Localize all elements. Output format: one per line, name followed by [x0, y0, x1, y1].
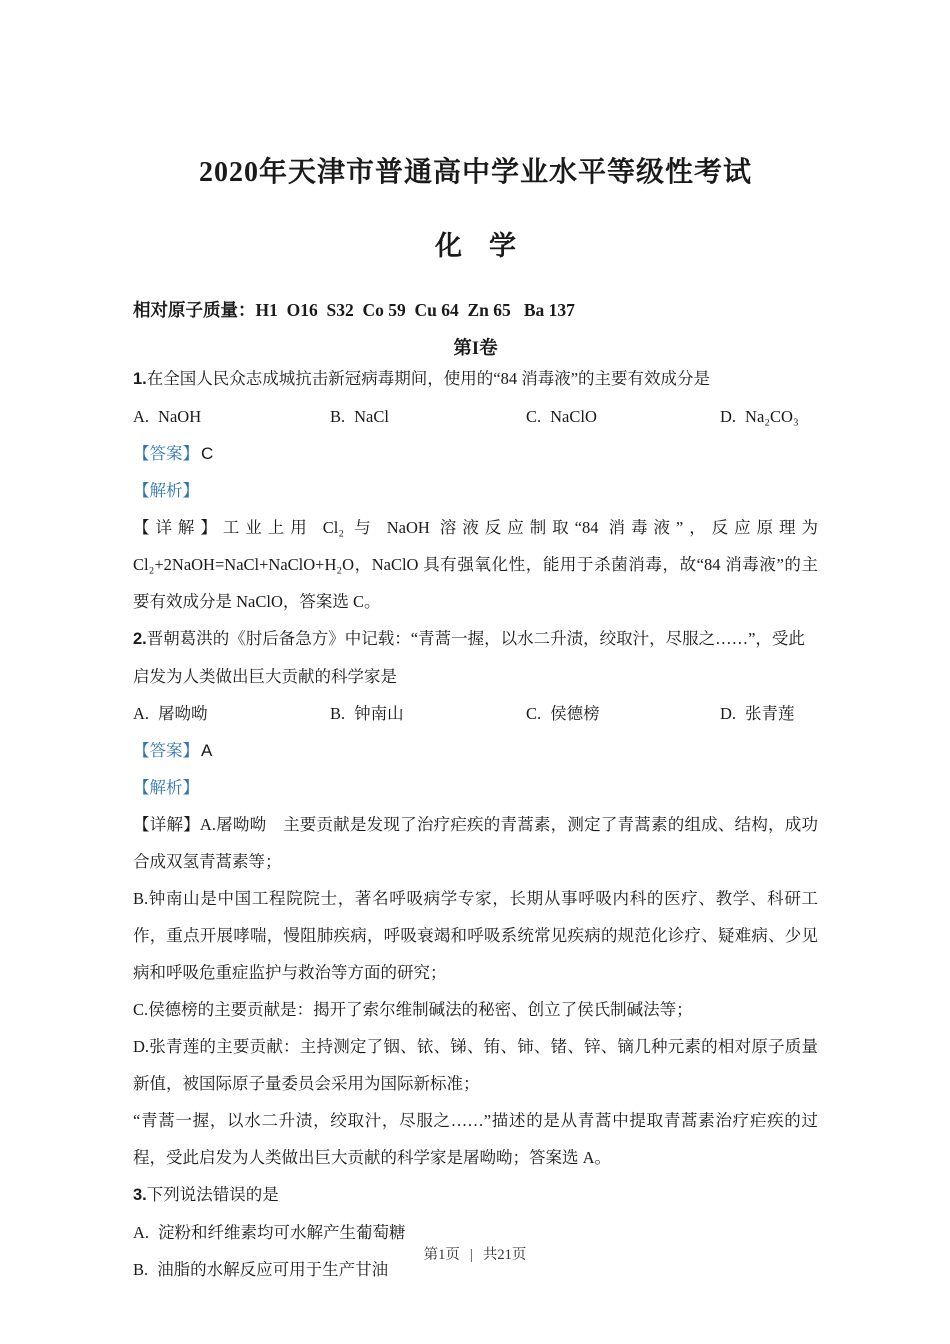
option-text: NaCl	[354, 407, 389, 426]
question-1-option-c	[526, 398, 720, 435]
question-2-answer-value: A	[201, 741, 213, 760]
answer-label: 【答案】	[133, 444, 199, 463]
question-2-detail-text-b: B.钟南山是中国工程院院士，著名呼吸病学专家，长期从事呼吸内科的医疗、教学、科研工作，重点开展哮喘，慢阻肺疾病，呼吸衰竭和呼吸系统常见疾病的规范化诊疗、疑难病、少见病和呼吸危重症监护与救治等方面的研究；	[133, 889, 818, 982]
question-1-number: 1.	[133, 370, 147, 388]
question-1	[133, 360, 818, 620]
analysis-label: 【解析】	[133, 481, 199, 500]
answer-label: 【答案】	[133, 741, 199, 760]
option-label: A.	[133, 407, 150, 426]
option-text: NaOH	[158, 407, 202, 426]
question-1-analysis-line	[133, 472, 818, 509]
question-1-option-b	[330, 398, 526, 435]
footer-separator: |	[469, 1247, 473, 1263]
question-2-number: 2.	[133, 630, 147, 648]
option-label: D.	[720, 704, 737, 723]
question-2-detail-d	[133, 1028, 818, 1102]
question-2-option-b	[330, 695, 526, 732]
question-3-stem-text: 下列说法错误的是	[146, 1185, 279, 1204]
question-2-stem-text: 晋朝葛洪的《肘后备急方》中记载：“青蒿一握，以水二升渍，绞取汁，尽服之……”，受此启发为人类做出巨大贡献的科学家是	[133, 629, 805, 686]
question-1-options	[133, 398, 818, 435]
option-label: B.	[330, 704, 346, 723]
detail-label: 【详解】	[133, 815, 200, 834]
question-2-option-d	[720, 695, 818, 732]
question-3-number: 3.	[133, 1186, 147, 1204]
option-label: B.	[133, 1260, 149, 1279]
atomic-mass-values: H1 O16 S32 Co 59 Cu 64 Zn 65 Ba 137	[255, 300, 575, 320]
option-text: 淀粉和纤维素均可水解产生葡萄糖	[158, 1223, 406, 1242]
question-2-detail-text-summary: “青蒿一握，以水二升渍，绞取汁，尽服之……”描述的是从青蒿中提取青蒿素治疗疟疾的过程，受此启发为人类做出巨大贡献的科学家是屠呦呦；答案选 A。	[133, 1111, 818, 1167]
option-text: 张青莲	[745, 704, 795, 723]
question-3	[133, 1176, 818, 1288]
question-2-options	[133, 695, 818, 732]
question-2-option-a	[133, 695, 330, 732]
option-text: NaClO	[550, 407, 597, 426]
question-2-detail-c	[133, 991, 818, 1028]
question-2-detail-summary	[133, 1102, 818, 1176]
question-2-option-c	[526, 695, 720, 732]
option-label: A.	[133, 1223, 150, 1242]
option-label: C.	[526, 704, 542, 723]
analysis-label: 【解析】	[133, 778, 199, 797]
option-text: 屠呦呦	[158, 704, 208, 723]
question-1-option-d	[720, 398, 818, 435]
doc-title: 2020年天津市普通高中学业水平等级性考试	[198, 157, 752, 188]
option-text: Na₂CO₃	[745, 407, 799, 426]
question-2-detail-text-d: D.张青莲的主要贡献：主持测定了铟、铱、锑、铕、铈、锗、锌、镝几种元素的相对原子质量新值，被国际原子量委员会采用为国际新标准；	[133, 1037, 818, 1093]
section-heading: 第I卷	[453, 339, 498, 359]
atomic-mass-label: 相对原子质量：	[133, 300, 256, 320]
question-2-detail-text-c: C.侯德榜的主要贡献是：揭开了索尔维制碱法的秘密、创立了侯氏制碱法等；	[133, 1000, 693, 1019]
option-label: C.	[526, 407, 542, 426]
question-1-stem	[133, 360, 818, 398]
option-text: 钟南山	[354, 704, 404, 723]
option-text: 油脂的水解反应可用于生产甘油	[157, 1260, 389, 1279]
footer-current-page: 第1页	[423, 1247, 460, 1263]
atomic-mass-line	[133, 297, 818, 322]
question-2-detail-a	[133, 806, 818, 880]
option-label: B.	[330, 407, 346, 426]
detail-label: 【详解】	[133, 518, 223, 537]
question-2-stem	[133, 620, 818, 695]
question-1-stem-text: 在全国人民众志成城抗击新冠病毒期间，使用的“84 消毒液”的主要有效成分是	[146, 369, 711, 388]
question-2-answer-line	[133, 732, 818, 769]
question-1-answer-value: C	[201, 444, 214, 463]
page-footer	[0, 1243, 950, 1264]
question-1-detail	[133, 509, 818, 620]
option-label: A.	[133, 704, 150, 723]
footer-total-pages: 共21页	[482, 1247, 527, 1263]
question-1-detail-text: 工业上用 Cl₂ 与 NaOH 溶液反应制取“84 消毒液”，反应原理为Cl₂+2NaOH=NaCl+NaClO+H₂O，NaClO 具有强氧化性，能用于杀菌消毒，故“84 消毒液”的主要有效成分是 NaClO，答案选 C。	[133, 518, 819, 611]
question-3-stem	[133, 1176, 818, 1214]
question-1-answer-line	[133, 435, 818, 472]
option-label: D.	[720, 407, 737, 426]
question-2-analysis-line	[133, 769, 818, 806]
question-2-detail-text-a: A.屠呦呦 主要贡献是发现了治疗疟疾的青蒿素，测定了青蒿素的组成、结构，成功合成双氢青蒿素等；	[133, 815, 819, 871]
doc-subject: 化 学	[435, 231, 516, 261]
question-2	[133, 620, 818, 1176]
question-2-detail-b	[133, 880, 818, 991]
option-text: 侯德榜	[550, 704, 600, 723]
question-1-option-a	[133, 398, 330, 435]
